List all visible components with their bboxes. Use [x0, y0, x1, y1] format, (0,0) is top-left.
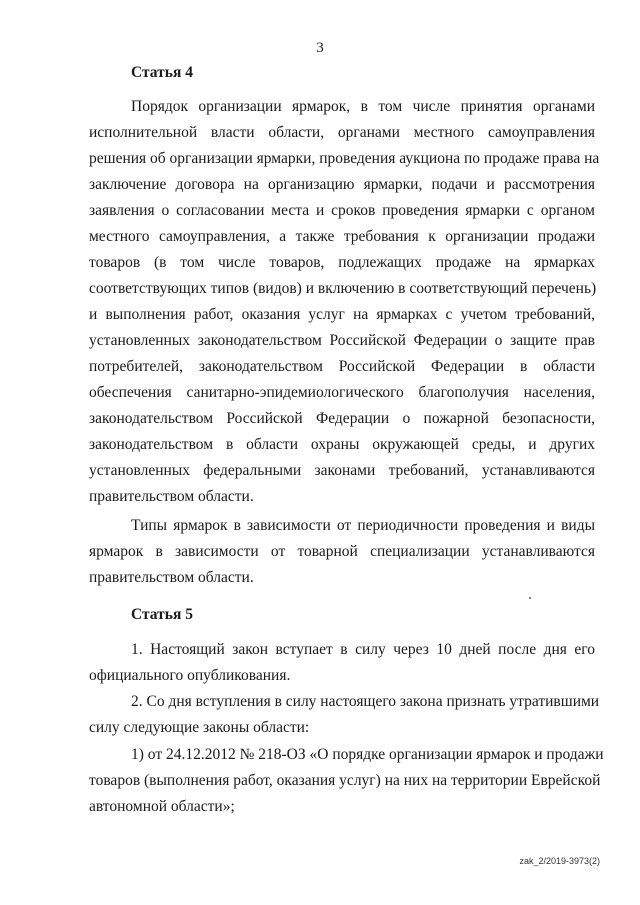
text-line: обеспечения санитарно-эпидемиологического благополучия населения, — [89, 384, 595, 401]
text-line: соответствующих типов (видов) и включению в соответствующий перечень) — [89, 280, 597, 297]
text-line: установленных законодательством Российской Федерации о защите прав — [89, 332, 595, 349]
text-line: официального опубликования. — [89, 667, 291, 684]
text-line: заявления о согласовании места и сроков проведения ярмарки с органом — [89, 202, 595, 219]
text-line: заключение договора на организацию ярмарки, подачи и рассмотрения — [89, 176, 595, 193]
text-line: товаров (в том числе товаров, подлежащих продаже на ярмарках — [89, 254, 595, 271]
text-line: автономной области»; — [89, 798, 235, 815]
text-line: исполнительной власти области, органами местного самоуправления — [89, 124, 595, 141]
page-number: 3 — [316, 40, 324, 56]
text-line: правительством области. — [89, 488, 254, 505]
text-line: потребителей, законодательством Российской Федерации в области — [89, 358, 595, 375]
text-line: установленных федеральными законами требований, устанавливаются — [89, 462, 595, 479]
text-line: 2. Со дня вступления в силу настоящего закона признать утратившими — [131, 693, 600, 710]
text-line: Порядок организации ярмарок, в том числе принятия органами — [131, 98, 595, 115]
scan-speck — [529, 597, 531, 599]
text-line: законодательством в области охраны окружающей среды, и других — [89, 436, 595, 453]
text-line: и выполнения работ, оказания услуг на ярмарках с учетом требований, — [89, 306, 595, 323]
text-line: решения об организации ярмарки, проведения аукциона по продаже права на — [89, 150, 600, 167]
article-5-heading: Статья 5 — [131, 606, 193, 623]
text-line: товаров (выполнения работ, оказания услуг) на них на территории Еврейской — [89, 772, 601, 789]
text-line: 1. Настоящий закон вступает в силу через 10 дней после дня его — [131, 641, 595, 658]
text-line: местного самоуправления, а также требования к организации продажи — [89, 228, 595, 245]
text-line: 1) от 24.12.2012 № 218-ОЗ «О порядке организации ярмарок и продажи — [131, 746, 604, 763]
text-line: правительством области. — [89, 569, 254, 586]
article-4-heading: Статья 4 — [131, 64, 193, 81]
text-line: ярмарок в зависимости от товарной специализации устанавливаются — [89, 543, 595, 560]
text-line: Типы ярмарок в зависимости от периодичности проведения и виды — [131, 517, 595, 534]
document-code: zak_2/2019-3973(2) — [519, 856, 600, 866]
text-line: законодательством Российской Федерации о пожарной безопасности, — [89, 410, 595, 427]
text-line: силу следующие законы области: — [89, 719, 310, 736]
